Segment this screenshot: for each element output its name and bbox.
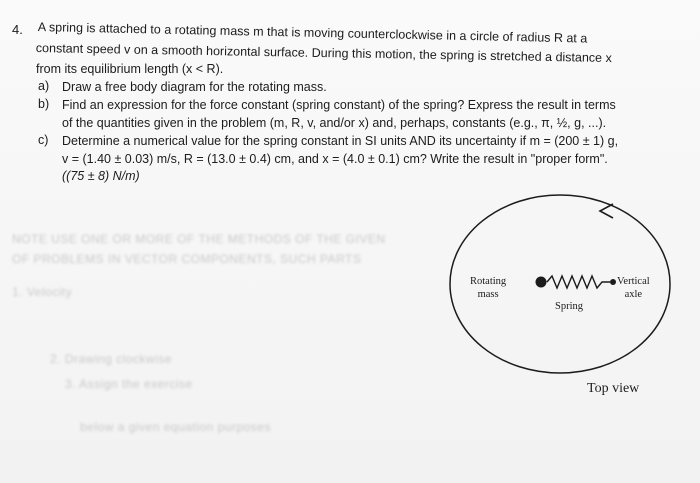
- rotating-mass-dot: [536, 277, 547, 288]
- axle-dot: [610, 279, 616, 285]
- part-c-line-1: Determine a numerical value for the spring constant in SI units AND its uncertainty if m = (200 ± 1) g,: [62, 134, 619, 148]
- part-b-line-1: Find an expression for the force constant (spring constant) of the spring? Express the result in terms: [62, 98, 616, 112]
- faded-text-3: 1. Velocity: [12, 285, 73, 299]
- direction-arrow-icon: [600, 204, 613, 218]
- diagram-svg: [430, 192, 690, 402]
- diagram-caption: Top view: [587, 381, 640, 396]
- faded-text-1: NOTE USE ONE OR MORE OF THE METHODS OF THE GIVEN: [12, 232, 386, 246]
- faded-text-4: 2. Drawing clockwise: [50, 352, 173, 366]
- part-b-line-2: of the quantities given in the problem (m, R, v, and/or x) and, perhaps, constants (e.g., π, ½, g, ...).: [62, 116, 607, 130]
- faded-text-6: below a given equation purposes: [80, 420, 271, 434]
- spring-label: Spring: [555, 301, 584, 312]
- part-a-text: Draw a free body diagram for the rotating mass.: [62, 80, 327, 94]
- rotating-mass-label: [470, 275, 506, 301]
- question-number: 4.: [12, 22, 23, 37]
- faded-text-2: OF PROBLEMS IN VECTOR COMPONENTS, SUCH PARTS: [12, 252, 362, 266]
- axle-label-line-1: Vertical: [617, 276, 650, 287]
- faded-text-5: 3. Assign the exercise: [65, 377, 193, 391]
- part-c-label: c): [38, 133, 49, 147]
- rotating-label-line-2: mass: [477, 289, 499, 300]
- intro-line-1: A spring is attached to a rotating mass m that is moving counterclockwise in a circle of radius R at a: [37, 20, 588, 46]
- part-b-label: b): [38, 97, 50, 111]
- part-a-label: a): [38, 79, 50, 93]
- intro-line-2: constant speed v on a smooth horizontal surface. During this motion, the spring is stretched a distance x: [35, 41, 612, 66]
- top-view-diagram: [430, 192, 690, 402]
- axle-label: [617, 275, 650, 301]
- rotating-label-line-1: Rotating: [470, 276, 507, 287]
- intro-line-3: from its equilibrium length (x < R).: [36, 62, 224, 76]
- spring-icon: [547, 276, 610, 288]
- part-c-answer: ((75 ± 8) N/m): [62, 169, 140, 183]
- axle-label-line-2: axle: [624, 289, 643, 300]
- part-c-line-2: v = (1.40 ± 0.03) m/s, R = (13.0 ± 0.4) cm, and x = (4.0 ± 0.1) cm? Write the result in "proper form".: [62, 152, 608, 166]
